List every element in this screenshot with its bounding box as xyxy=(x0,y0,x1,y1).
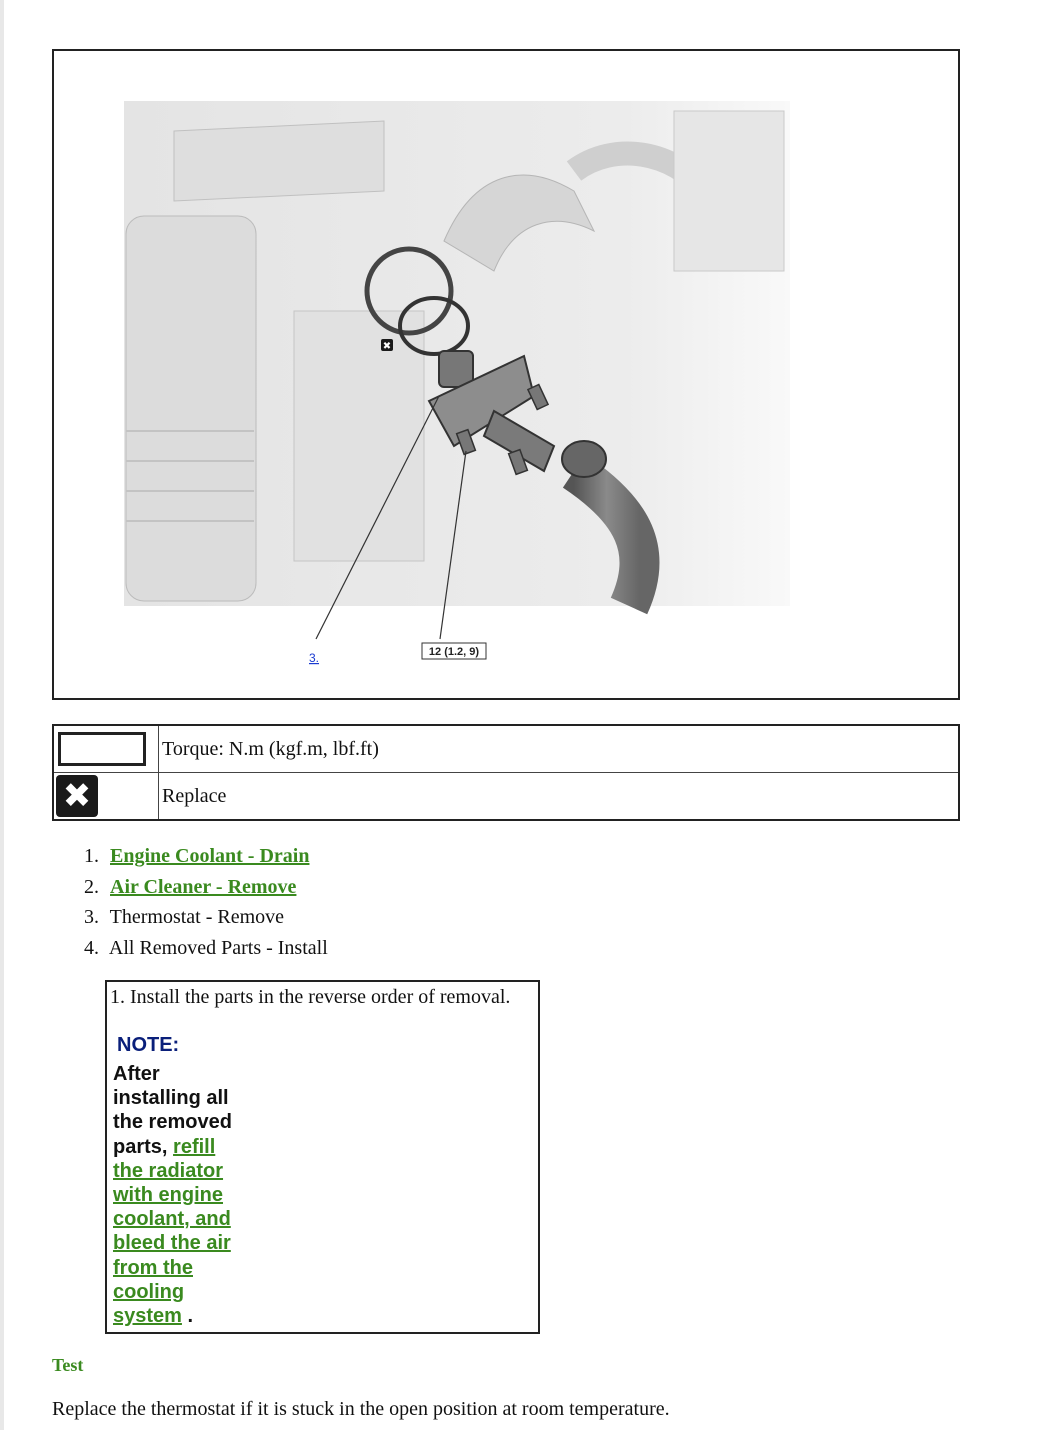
legend-row-replace xyxy=(53,773,959,821)
legend-table xyxy=(52,724,960,821)
part-callout-link[interactable]: 3. xyxy=(309,651,320,665)
note-suffix: . xyxy=(181,1305,194,1328)
intake-manifold xyxy=(174,121,384,201)
procedure-steps xyxy=(84,841,328,963)
install-instruction-text: 1. Install the parts in the reverse order of removal. xyxy=(110,986,511,1008)
legend-row-torque xyxy=(53,725,959,773)
step-item xyxy=(84,933,328,964)
step-link-engine-coolant-drain[interactable]: Engine Coolant - Drain xyxy=(110,845,310,867)
step-number: 4. xyxy=(84,936,99,959)
note-label: NOTE: xyxy=(117,1034,180,1056)
step-item xyxy=(84,841,328,872)
note-body xyxy=(113,1062,245,1328)
torque-callout-text: 12 (1.2, 9) xyxy=(428,646,480,658)
note-link-refill-radiator[interactable]: refill the radiator with engine coolant, and bleed the air from the cooling system xyxy=(113,1135,231,1328)
replace-marker-glyph: ✖ xyxy=(382,341,392,352)
replace-x-icon: ✖ xyxy=(56,775,98,817)
step-label-thermostat-remove: Thermostat - Remove xyxy=(109,906,285,928)
page-left-rule xyxy=(0,0,4,1430)
step-item xyxy=(84,872,328,903)
test-description: Replace the thermostat if it is stuck in the open position at room temperature. xyxy=(52,1398,670,1420)
hose-end xyxy=(562,441,606,477)
step-number: 2. xyxy=(84,875,99,898)
engine-block xyxy=(294,311,424,561)
note-prefix: After installing all the removed parts, xyxy=(113,1063,232,1158)
test-section-title: Test xyxy=(52,1355,84,1375)
step-number: 3. xyxy=(84,906,99,928)
engine-diagram xyxy=(54,51,958,698)
exhaust-manifold xyxy=(126,216,256,601)
legend-text-torque: Torque: N.m (kgf.m, lbf.ft) xyxy=(159,725,960,773)
step-item xyxy=(84,902,328,933)
legend-symbol-cell xyxy=(53,725,159,773)
legend-symbol-cell xyxy=(53,773,159,821)
step-number: 1. xyxy=(84,845,99,867)
torque-box-icon xyxy=(58,732,146,766)
step-link-air-cleaner-remove[interactable]: Air Cleaner - Remove xyxy=(110,875,297,898)
install-instruction-box xyxy=(105,980,540,1334)
ecu-module xyxy=(674,111,784,271)
step-label-all-parts-install: All Removed Parts - Install xyxy=(108,936,328,959)
thermostat-illustration xyxy=(52,49,960,700)
legend-text-replace: Replace xyxy=(159,773,960,821)
